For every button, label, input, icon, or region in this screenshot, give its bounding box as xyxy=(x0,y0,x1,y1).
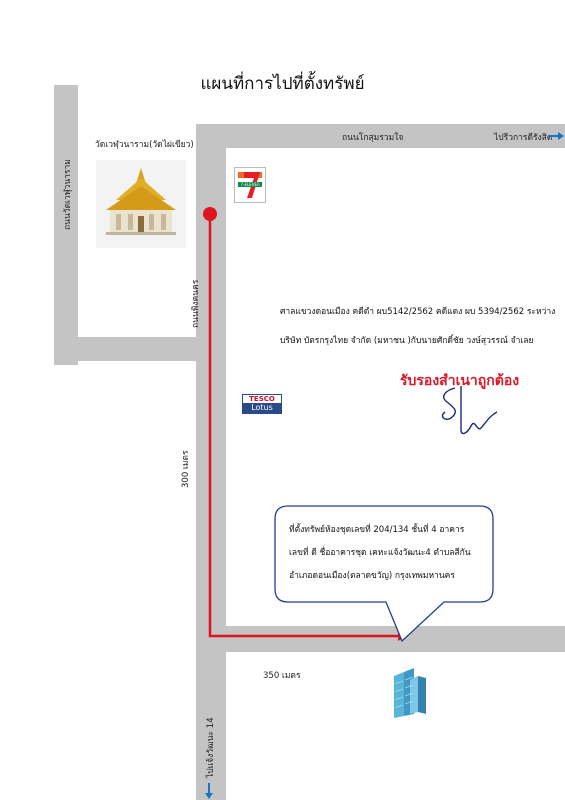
lotus-text: Lotus xyxy=(243,403,281,413)
top-road-label: ถนนโกสุมรวมใจ xyxy=(342,133,404,143)
court-line-2: บริษัท บัตรกรุงไทย จำกัด (มหาชน )กับนายศักดิ์ชัย วงษ์สุวรรณ์ จำเลย xyxy=(280,336,534,346)
left-road-label: ถนนวัดเวฬุวนาราม xyxy=(63,159,73,230)
signature xyxy=(425,382,515,442)
property-line-2: เลขที่ ดี ชื่ออาคารชุด เคหะแจ้งวัฒนะ4 ตำบลสีกัน xyxy=(289,548,471,558)
building-icon xyxy=(392,664,428,720)
to-rangsit-label: ไปรีวการดีรังสิต xyxy=(494,133,553,143)
distance-vertical-label: 300 เมตร xyxy=(181,450,191,488)
certified-copy-stamp: รับรองสำเนาถูกต้อง xyxy=(400,373,520,389)
tesco-text: TESCO xyxy=(249,395,275,403)
map-title: แผนที่การไปที่ตั้งทรัพย์ xyxy=(200,74,365,94)
property-line-1: ที่ตั้งทรัพย์ห้องชุดเลขที่ 204/134 ชั้นที่ 4 อาคาร xyxy=(289,525,465,535)
temple-label: วัดเวฬุวนาราม(วัดไผ่เขียว) xyxy=(95,140,194,150)
property-line-3: อำเภอดอนเมือง(ตลาดขวัญ) กรุงเทพมหานคร xyxy=(289,571,455,581)
bottom-exit-label: ไปแจ้งวัฒนะ 14 xyxy=(206,717,216,778)
court-line-1: ศาลแขวงดอนเมือง คดีดำ ผบ5142/2562 คดีแดง ผบ 5394/2562 ระหว่าง xyxy=(280,307,556,317)
middle-road-label: ถนนพิงคนคร xyxy=(191,279,201,328)
seven-eleven-text: 7-ELEVEn xyxy=(240,182,260,187)
distance-horizontal-label: 350 เมตร xyxy=(263,671,301,681)
property-address xyxy=(289,519,479,588)
